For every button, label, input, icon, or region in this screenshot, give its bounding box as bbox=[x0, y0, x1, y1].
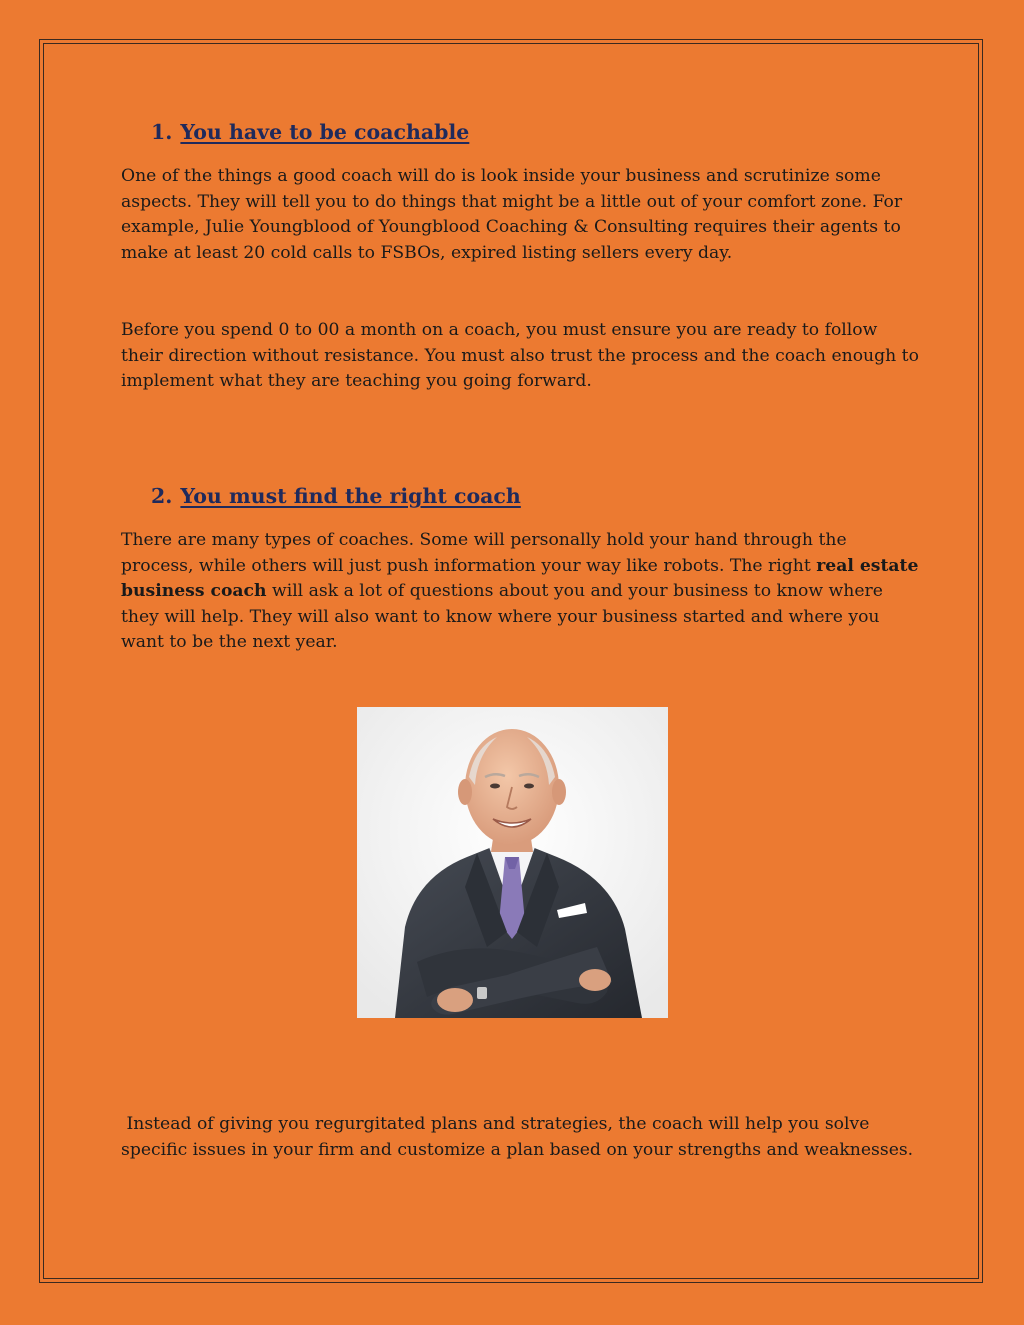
section-2-number: 2. bbox=[151, 484, 173, 508]
section-1-title: You have to be coachable bbox=[180, 120, 470, 144]
section-1-paragraph-2: Before you spend 0 to 00 a month on a coach, you must ensure you are ready to follow their direction without resistance. You must also trust the process and the coach enough to implement what they are teaching you going forward. bbox=[121, 320, 919, 391]
closing-paragraph: Instead of giving you regurgitated plans and strategies, the coach will help you solve specific issues in your firm and customize a plan based on your strengths and weaknesses. bbox=[121, 1114, 914, 1160]
section-2-heading bbox=[151, 484, 521, 508]
section-1-heading bbox=[151, 120, 469, 144]
real-estate-business-coach-term: real estate business coach bbox=[121, 555, 919, 601]
coach-portrait-photo bbox=[357, 707, 668, 1018]
section-2-title: You must find the right coach bbox=[180, 484, 521, 508]
section-2-text-start: There are many types of coaches. Some will personally hold your hand through the process, while others will just push information your way like robots. The right bbox=[121, 530, 847, 576]
section-1-number: 1. bbox=[151, 120, 173, 144]
coach-portrait-illustration bbox=[357, 707, 668, 1018]
section-2-text-end: will ask a lot of questions about you and your business to know where they will help. They will also want to know where your business started and where you want to be the next year. bbox=[121, 581, 883, 652]
section-1-paragraph-1: One of the things a good coach will do is look inside your business and scrutinize some aspects. They will tell you to do things that might be a little out of your comfort zone. For example, Julie Youngblood of Youngblood Coaching & Consulting requires their agents to make at least 20 cold calls to FSBOs, expired listing sellers every day. bbox=[121, 166, 903, 263]
section-2-paragraph bbox=[121, 528, 921, 656]
